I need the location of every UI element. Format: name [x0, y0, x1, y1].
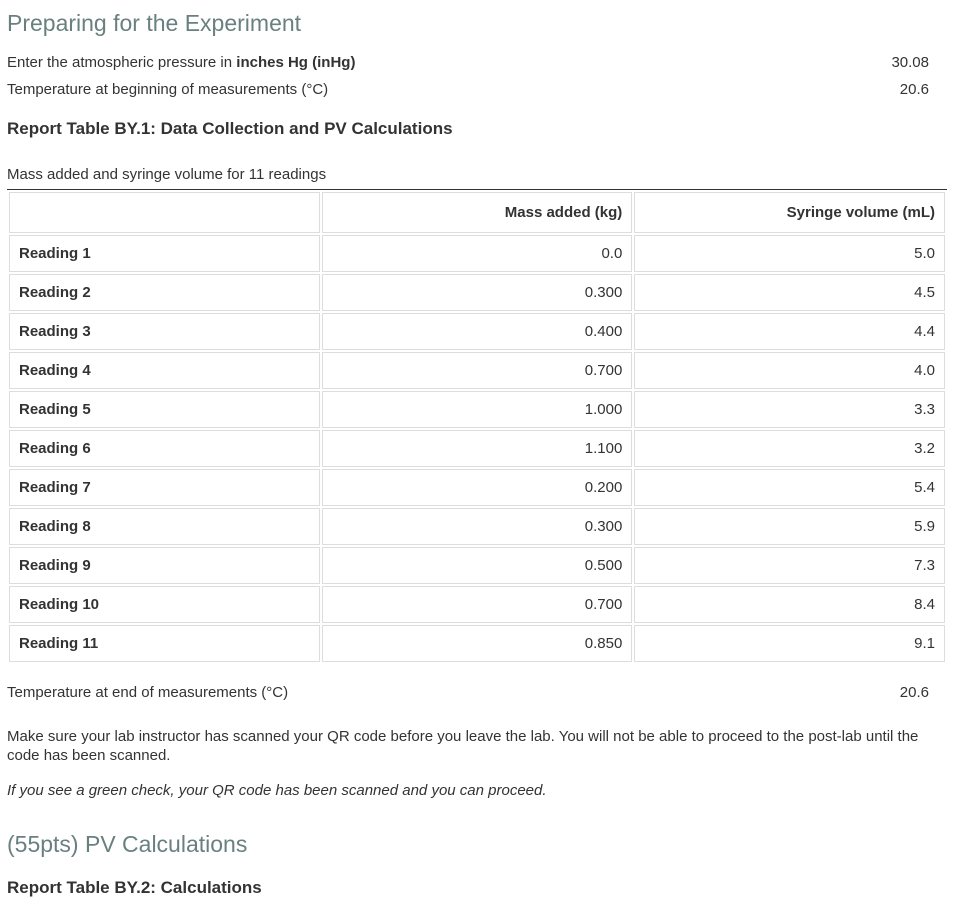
section-title-pv-calculations: (55pts) PV Calculations: [7, 831, 248, 857]
mass-added-value[interactable]: 0.0: [322, 235, 633, 272]
mass-added-value[interactable]: 1.000: [322, 391, 633, 428]
mass-added-value[interactable]: 0.700: [322, 352, 633, 389]
reading-label: Reading 9: [9, 547, 320, 584]
table-row: [9, 430, 945, 467]
mass-added-value[interactable]: 0.700: [322, 586, 633, 623]
pressure-label: [7, 54, 355, 71]
table-row: [9, 352, 945, 389]
temp-end-row: [7, 684, 929, 701]
reading-label: Reading 1: [9, 235, 320, 272]
syringe-volume-value[interactable]: 4.4: [634, 313, 945, 350]
mass-added-value[interactable]: 0.850: [322, 625, 633, 662]
temp-end-value[interactable]: 20.6: [899, 684, 929, 701]
report-table-2-title: Report Table BY.2: Calculations: [7, 878, 262, 897]
data-collection-table: [7, 190, 947, 664]
temp-begin-value[interactable]: 20.6: [899, 81, 929, 98]
table-row: [9, 625, 945, 662]
reading-label: Reading 6: [9, 430, 320, 467]
syringe-volume-value[interactable]: 7.3: [634, 547, 945, 584]
syringe-volume-value[interactable]: 4.0: [634, 352, 945, 389]
table-row: [9, 586, 945, 623]
syringe-volume-value[interactable]: 3.2: [634, 430, 945, 467]
reading-label: Reading 4: [9, 352, 320, 389]
reading-label: Reading 7: [9, 469, 320, 506]
table-header-row: [9, 192, 945, 233]
mass-added-value[interactable]: 0.200: [322, 469, 633, 506]
reading-label: Reading 11: [9, 625, 320, 662]
report-table-1-title: Report Table BY.1: Data Collection and PV Calculations: [7, 119, 453, 138]
table-row: [9, 274, 945, 311]
mass-added-value[interactable]: 0.400: [322, 313, 633, 350]
table-row: [9, 469, 945, 506]
pressure-value[interactable]: 30.08: [891, 54, 929, 71]
reading-label: Reading 5: [9, 391, 320, 428]
temp-begin-row: [7, 81, 929, 98]
temp-end-label: Temperature at end of measurements (°C): [7, 684, 289, 701]
syringe-volume-value[interactable]: 5.9: [634, 508, 945, 545]
header-mass-added: Mass added (kg): [322, 192, 633, 233]
table-row: [9, 547, 945, 584]
syringe-volume-value[interactable]: 5.4: [634, 469, 945, 506]
mass-added-value[interactable]: 0.500: [322, 547, 633, 584]
pressure-label-text: Enter the atmospheric pressure in: [7, 54, 237, 71]
mass-added-value[interactable]: 0.300: [322, 508, 633, 545]
syringe-volume-value[interactable]: 8.4: [634, 586, 945, 623]
mass-added-value[interactable]: 0.300: [322, 274, 633, 311]
syringe-volume-value[interactable]: 9.1: [634, 625, 945, 662]
syringe-volume-value[interactable]: 5.0: [634, 235, 945, 272]
reading-label: Reading 10: [9, 586, 320, 623]
table-row: [9, 391, 945, 428]
table-row: [9, 508, 945, 545]
section-title-preparing: Preparing for the Experiment: [7, 10, 302, 36]
pressure-unit-label: inches Hg (inHg): [236, 54, 356, 71]
syringe-volume-value[interactable]: 4.5: [634, 274, 945, 311]
table-row: [9, 313, 945, 350]
table-caption: Mass added and syringe volume for 11 readings: [7, 166, 327, 183]
qr-code-notice: Make sure your lab instructor has scanned your QR code before you leave the lab. You will not be able to proceed to the post-lab until the code has been scanned.: [7, 728, 919, 764]
header-syringe-volume: Syringe volume (mL): [634, 192, 945, 233]
reading-label: Reading 2: [9, 274, 320, 311]
header-blank: [9, 192, 320, 233]
syringe-volume-value[interactable]: 3.3: [634, 391, 945, 428]
reading-label: Reading 3: [9, 313, 320, 350]
table-row: [9, 235, 945, 272]
pressure-row: [7, 54, 929, 71]
mass-added-value[interactable]: 1.100: [322, 430, 633, 467]
green-check-notice: If you see a green check, your QR code has been scanned and you can proceed.: [7, 782, 547, 799]
reading-label: Reading 8: [9, 508, 320, 545]
temp-begin-label: Temperature at beginning of measurements (°C): [7, 81, 329, 98]
